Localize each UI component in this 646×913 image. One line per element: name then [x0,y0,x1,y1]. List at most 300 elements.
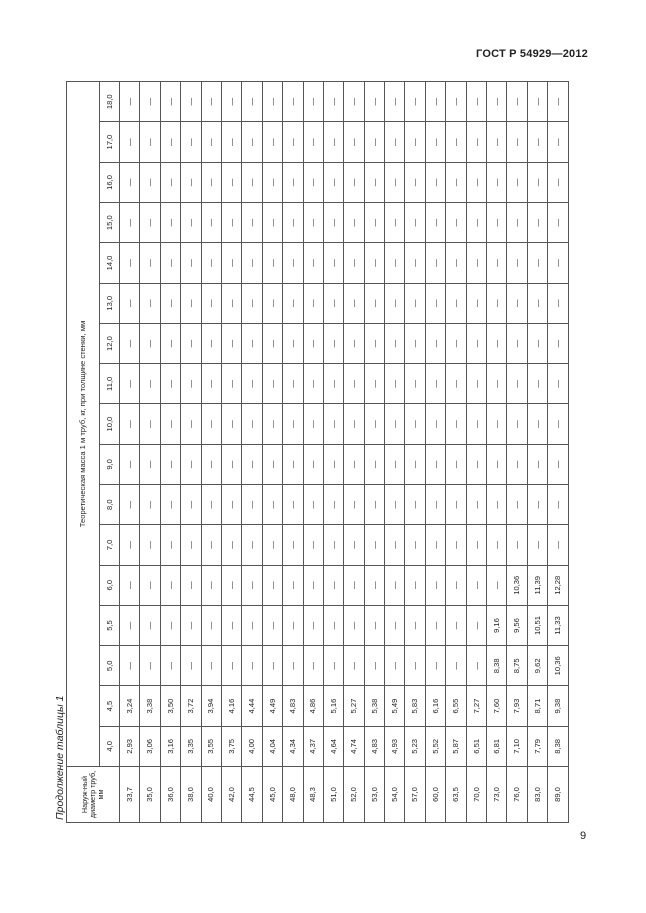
mass-value-cell: — [120,444,140,484]
mass-value-cell: — [201,243,221,283]
table-row [405,82,425,823]
mass-value-cell: — [160,565,180,605]
mass-value-cell: — [242,605,262,645]
mass-value-cell: — [181,565,201,605]
mass-value-cell: — [221,444,241,484]
mass-value-cell: — [527,404,547,444]
mass-value-cell: — [405,485,425,525]
mass-value-cell: — [405,122,425,162]
mass-value-cell: — [140,162,160,202]
mass-value-cell: 5,52 [425,726,445,766]
mass-value-cell: 3,16 [160,726,180,766]
outer-diameter-cell: 54,0 [385,767,405,823]
mass-value-cell: — [364,605,384,645]
mass-value-cell: 5,49 [385,686,405,726]
mass-value-cell: — [262,404,282,444]
mass-value-cell: — [181,444,201,484]
mass-value-cell: — [344,404,364,444]
mass-value-cell: 5,27 [344,686,364,726]
mass-value-cell: 3,75 [221,726,241,766]
mass-value-cell: — [527,203,547,243]
table-row [201,82,221,823]
mass-value-cell: — [446,525,466,565]
table-row [466,82,486,823]
mass-value-cell: — [405,565,425,605]
mass-value-cell: 6,81 [487,726,507,766]
mass-value-cell: — [323,485,343,525]
mass-value-cell: — [323,404,343,444]
wall-thickness-header: 16,0 [100,162,120,202]
mass-value-cell: — [181,404,201,444]
mass-value-cell: — [262,323,282,363]
mass-value-cell: — [364,122,384,162]
mass-value-cell: — [201,82,221,123]
mass-value-cell: — [160,162,180,202]
mass-value-cell: — [385,203,405,243]
wall-thickness-header: 7,0 [100,525,120,565]
mass-value-cell: 4,74 [344,726,364,766]
mass-value-cell: — [507,404,527,444]
mass-value-cell: — [466,203,486,243]
mass-value-cell: — [201,364,221,404]
mass-value-cell: — [548,485,568,525]
mass-value-cell: — [527,82,547,123]
mass-value-cell: — [283,525,303,565]
table-row [140,82,160,823]
mass-value-cell: — [405,525,425,565]
mass-value-cell: — [120,323,140,363]
mass-value-cell: — [262,646,282,686]
mass-value-cell: — [446,203,466,243]
table-row [487,82,507,823]
mass-value-cell: — [201,122,221,162]
mass-value-cell: — [548,122,568,162]
mass-value-cell: 3,24 [120,686,140,726]
rotated-table-wrapper [66,81,569,823]
mass-value-cell: 7,10 [507,726,527,766]
mass-value-cell: — [425,404,445,444]
mass-value-cell: — [487,323,507,363]
mass-value-cell: — [120,605,140,645]
mass-value-cell: 5,16 [323,686,343,726]
mass-value-cell: — [181,364,201,404]
mass-value-cell: — [344,243,364,283]
wall-thickness-header: 12,0 [100,323,120,363]
mass-value-cell: — [425,646,445,686]
mass-value-cell: — [548,243,568,283]
mass-value-cell: — [385,485,405,525]
mass-value-cell: 5,23 [405,726,425,766]
mass-value-cell: 6,16 [425,686,445,726]
mass-value-cell: — [405,646,425,686]
mass-value-cell: — [323,283,343,323]
mass-value-cell: — [160,404,180,444]
mass-value-cell: — [181,203,201,243]
mass-value-cell: — [405,605,425,645]
mass-value-cell: — [425,525,445,565]
mass-value-cell: 10,51 [527,605,547,645]
mass-value-cell: — [487,444,507,484]
mass-value-cell: — [181,646,201,686]
mass-value-cell: — [466,364,486,404]
outer-diameter-cell: 70,0 [466,767,486,823]
mass-value-cell: 11,39 [527,565,547,605]
mass-value-cell: — [262,525,282,565]
mass-value-cell: — [140,605,160,645]
mass-value-cell: — [364,364,384,404]
mass-value-cell: — [323,203,343,243]
wall-thickness-header-row [100,82,120,823]
mass-value-cell: — [425,122,445,162]
mass-value-cell: — [323,605,343,645]
wall-thickness-header: 5,0 [100,646,120,686]
mass-value-cell: — [405,82,425,123]
mass-value-cell: — [466,82,486,123]
mass-value-cell: — [487,565,507,605]
table-row [385,82,405,823]
mass-value-cell: — [548,404,568,444]
mass-value-cell: — [425,605,445,645]
outer-diameter-cell: 45,0 [262,767,282,823]
outer-diameter-cell: 48,3 [303,767,323,823]
mass-value-cell: — [364,243,384,283]
mass-value-cell: — [283,283,303,323]
mass-value-cell: — [303,82,323,123]
table-row [221,82,241,823]
mass-value-cell: — [303,243,323,283]
mass-value-cell: — [262,565,282,605]
mass-value-cell: — [120,82,140,123]
mass-value-cell: 9,56 [507,605,527,645]
mass-value-cell: — [364,283,384,323]
mass-value-cell: — [140,404,160,444]
mass-value-cell: — [242,203,262,243]
mass-value-cell: — [466,605,486,645]
mass-value-cell: — [487,82,507,123]
table-header-group-row [67,82,100,823]
mass-value-cell: — [201,525,221,565]
mass-value-cell: — [466,444,486,484]
mass-value-cell: — [140,243,160,283]
mass-value-cell: — [425,283,445,323]
wall-thickness-header: 10,0 [100,404,120,444]
mass-value-cell: — [181,323,201,363]
mass-value-cell: — [364,565,384,605]
mass-value-cell: — [140,323,160,363]
wall-thickness-header: 15,0 [100,203,120,243]
mass-value-cell: — [466,565,486,605]
mass-value-cell: 9,38 [548,686,568,726]
wall-thickness-header: 9,0 [100,444,120,484]
mass-value-cell: — [425,444,445,484]
mass-value-cell: — [446,605,466,645]
outer-diameter-cell: 73,0 [487,767,507,823]
mass-value-cell: — [507,323,527,363]
mass-value-cell: — [303,525,323,565]
mass-value-cell: — [181,243,201,283]
outer-diameter-cell: 42,0 [221,767,241,823]
mass-value-cell: — [303,283,323,323]
outer-diameter-cell: 83,0 [527,767,547,823]
table-row [425,82,445,823]
mass-value-cell: — [160,605,180,645]
mass-value-cell: — [181,283,201,323]
mass-value-cell: — [283,82,303,123]
mass-value-cell: 3,38 [140,686,160,726]
mass-value-cell: — [283,605,303,645]
mass-value-cell: — [323,364,343,404]
mass-value-cell: — [507,203,527,243]
mass-value-cell: — [385,82,405,123]
mass-value-cell: — [221,283,241,323]
outer-diameter-cell: 53,0 [364,767,384,823]
mass-value-cell: — [303,605,323,645]
mass-value-cell: 11,33 [548,605,568,645]
mass-value-cell: — [181,485,201,525]
mass-value-cell: — [221,323,241,363]
outer-diameter-cell: 44,5 [242,767,262,823]
mass-value-cell: — [303,364,323,404]
mass-value-cell: — [303,122,323,162]
table-row [120,82,140,823]
mass-value-cell: — [548,444,568,484]
mass-value-cell: — [466,162,486,202]
mass-value-cell: — [303,646,323,686]
mass-value-cell: — [344,122,364,162]
mass-value-cell: — [527,283,547,323]
mass-value-cell: — [201,444,221,484]
mass-value-cell: — [201,605,221,645]
wall-thickness-header: 18,0 [100,82,120,123]
mass-value-cell: — [446,646,466,686]
mass-value-cell: — [405,203,425,243]
mass-value-cell: — [344,565,364,605]
page-number: 9 [580,830,587,842]
mass-value-cell: — [466,646,486,686]
mass-value-cell: — [405,323,425,363]
table-row [507,82,527,823]
mass-value-cell: — [527,323,547,363]
mass-value-cell: — [140,525,160,565]
mass-group-header: Теоретическая масса 1 м труб, кг, при толщине стенки, мм [67,82,100,767]
mass-value-cell: 4,04 [262,726,282,766]
mass-value-cell: 9,62 [527,646,547,686]
mass-value-cell: — [344,444,364,484]
mass-value-cell: — [303,444,323,484]
table-row [548,82,568,823]
wall-thickness-header: 4,5 [100,686,120,726]
mass-value-cell: — [344,323,364,363]
mass-value-cell: 3,72 [181,686,201,726]
mass-value-cell: — [364,203,384,243]
mass-value-cell: — [283,323,303,363]
mass-value-cell: — [160,646,180,686]
mass-value-cell: — [120,485,140,525]
wall-thickness-header: 5,5 [100,605,120,645]
mass-value-cell: — [140,203,160,243]
mass-value-cell: — [221,203,241,243]
mass-value-cell: 7,79 [527,726,547,766]
mass-value-cell: — [527,525,547,565]
mass-value-cell: — [507,283,527,323]
mass-value-cell: 7,93 [507,686,527,726]
table-row [344,82,364,823]
mass-value-cell: — [323,565,343,605]
mass-value-cell: 7,27 [466,686,486,726]
mass-value-cell: — [323,646,343,686]
mass-value-cell: — [262,605,282,645]
mass-value-cell: — [385,525,405,565]
mass-value-cell: — [364,323,384,363]
mass-value-cell: — [283,444,303,484]
mass-value-cell: — [344,364,364,404]
mass-value-cell: — [344,485,364,525]
mass-value-cell: — [548,82,568,123]
mass-value-cell: — [548,323,568,363]
mass-value-cell: — [323,525,343,565]
mass-value-cell: — [385,404,405,444]
mass-value-cell: — [466,283,486,323]
wall-thickness-header: 8,0 [100,485,120,525]
mass-value-cell: — [242,323,262,363]
mass-value-cell: — [364,646,384,686]
mass-value-cell: — [181,122,201,162]
mass-value-cell: — [507,82,527,123]
mass-value-cell: — [487,404,507,444]
mass-value-cell: — [527,122,547,162]
mass-value-cell: — [487,364,507,404]
mass-value-cell: — [140,565,160,605]
mass-value-cell: — [242,283,262,323]
mass-value-cell: — [446,404,466,444]
outer-diameter-cell: 89,0 [548,767,568,823]
mass-value-cell: — [466,243,486,283]
mass-value-cell: — [548,283,568,323]
table-row [160,82,180,823]
mass-value-cell: — [364,485,384,525]
mass-value-cell: — [446,243,466,283]
mass-value-cell: — [446,122,466,162]
mass-value-cell: — [262,283,282,323]
mass-value-cell: 4,86 [303,686,323,726]
mass-value-cell: — [262,122,282,162]
mass-value-cell: — [344,646,364,686]
mass-value-cell: — [527,243,547,283]
table-row [527,82,547,823]
table-row [283,82,303,823]
mass-value-cell: — [487,122,507,162]
mass-value-cell: 9,16 [487,605,507,645]
table-row [364,82,384,823]
mass-value-cell: — [385,243,405,283]
mass-value-cell: — [262,82,282,123]
mass-value-cell: 3,55 [201,726,221,766]
mass-value-cell: — [446,82,466,123]
mass-value-cell: — [385,364,405,404]
mass-value-cell: — [425,485,445,525]
wall-thickness-header: 6,0 [100,565,120,605]
mass-value-cell: — [160,485,180,525]
mass-value-cell: 4,34 [283,726,303,766]
mass-value-cell: 10,36 [507,565,527,605]
mass-value-cell: — [527,444,547,484]
table-row [303,82,323,823]
document-code: ГОСТ Р 54929—2012 [476,48,588,60]
mass-value-cell: — [160,243,180,283]
mass-value-cell: — [466,122,486,162]
mass-value-cell: — [548,162,568,202]
mass-value-cell: 3,06 [140,726,160,766]
mass-value-cell: — [303,162,323,202]
mass-value-cell: — [446,162,466,202]
mass-value-cell: — [283,646,303,686]
mass-value-cell: — [507,485,527,525]
mass-value-cell: — [283,243,303,283]
mass-value-cell: 8,38 [548,726,568,766]
mass-value-cell: — [385,283,405,323]
mass-value-cell: 10,36 [548,646,568,686]
mass-value-cell: — [160,122,180,162]
mass-value-cell: — [242,485,262,525]
mass-value-cell: — [140,283,160,323]
outer-diameter-cell: 48,0 [283,767,303,823]
mass-value-cell: — [446,485,466,525]
mass-value-cell: — [221,565,241,605]
mass-value-cell: 4,44 [242,686,262,726]
mass-value-cell: — [446,323,466,363]
mass-value-cell: — [405,162,425,202]
mass-value-cell: 4,00 [242,726,262,766]
mass-value-cell: — [221,605,241,645]
mass-value-cell: — [548,525,568,565]
mass-value-cell: — [120,162,140,202]
mass-value-cell: — [242,243,262,283]
outer-diameter-cell: 38,0 [181,767,201,823]
mass-value-cell: — [425,82,445,123]
mass-value-cell: — [242,525,262,565]
wall-thickness-header: 11,0 [100,364,120,404]
mass-value-cell: — [140,82,160,123]
mass-value-cell: — [201,323,221,363]
pipe-mass-table [66,81,569,823]
outer-diameter-header: Наруж-ный диаметр труб, мм [67,767,120,823]
mass-value-cell: — [303,323,323,363]
mass-value-cell: — [507,525,527,565]
mass-value-cell: — [201,162,221,202]
mass-value-cell: — [242,444,262,484]
mass-value-cell: — [140,364,160,404]
mass-value-cell: — [364,444,384,484]
mass-value-cell: — [201,646,221,686]
mass-value-cell: — [120,283,140,323]
mass-value-cell: — [262,162,282,202]
mass-value-cell: — [425,162,445,202]
table-body [120,82,569,823]
mass-value-cell: 4,49 [262,686,282,726]
table-row [446,82,466,823]
outer-diameter-cell: 36,0 [160,767,180,823]
mass-value-cell: 4,37 [303,726,323,766]
mass-value-cell: 12,28 [548,565,568,605]
mass-value-cell: — [385,162,405,202]
mass-value-cell: — [527,485,547,525]
outer-diameter-cell: 63,5 [446,767,466,823]
mass-value-cell: — [262,364,282,404]
mass-value-cell: — [344,203,364,243]
outer-diameter-cell: 76,0 [507,767,527,823]
mass-value-cell: — [507,122,527,162]
mass-value-cell: — [160,444,180,484]
